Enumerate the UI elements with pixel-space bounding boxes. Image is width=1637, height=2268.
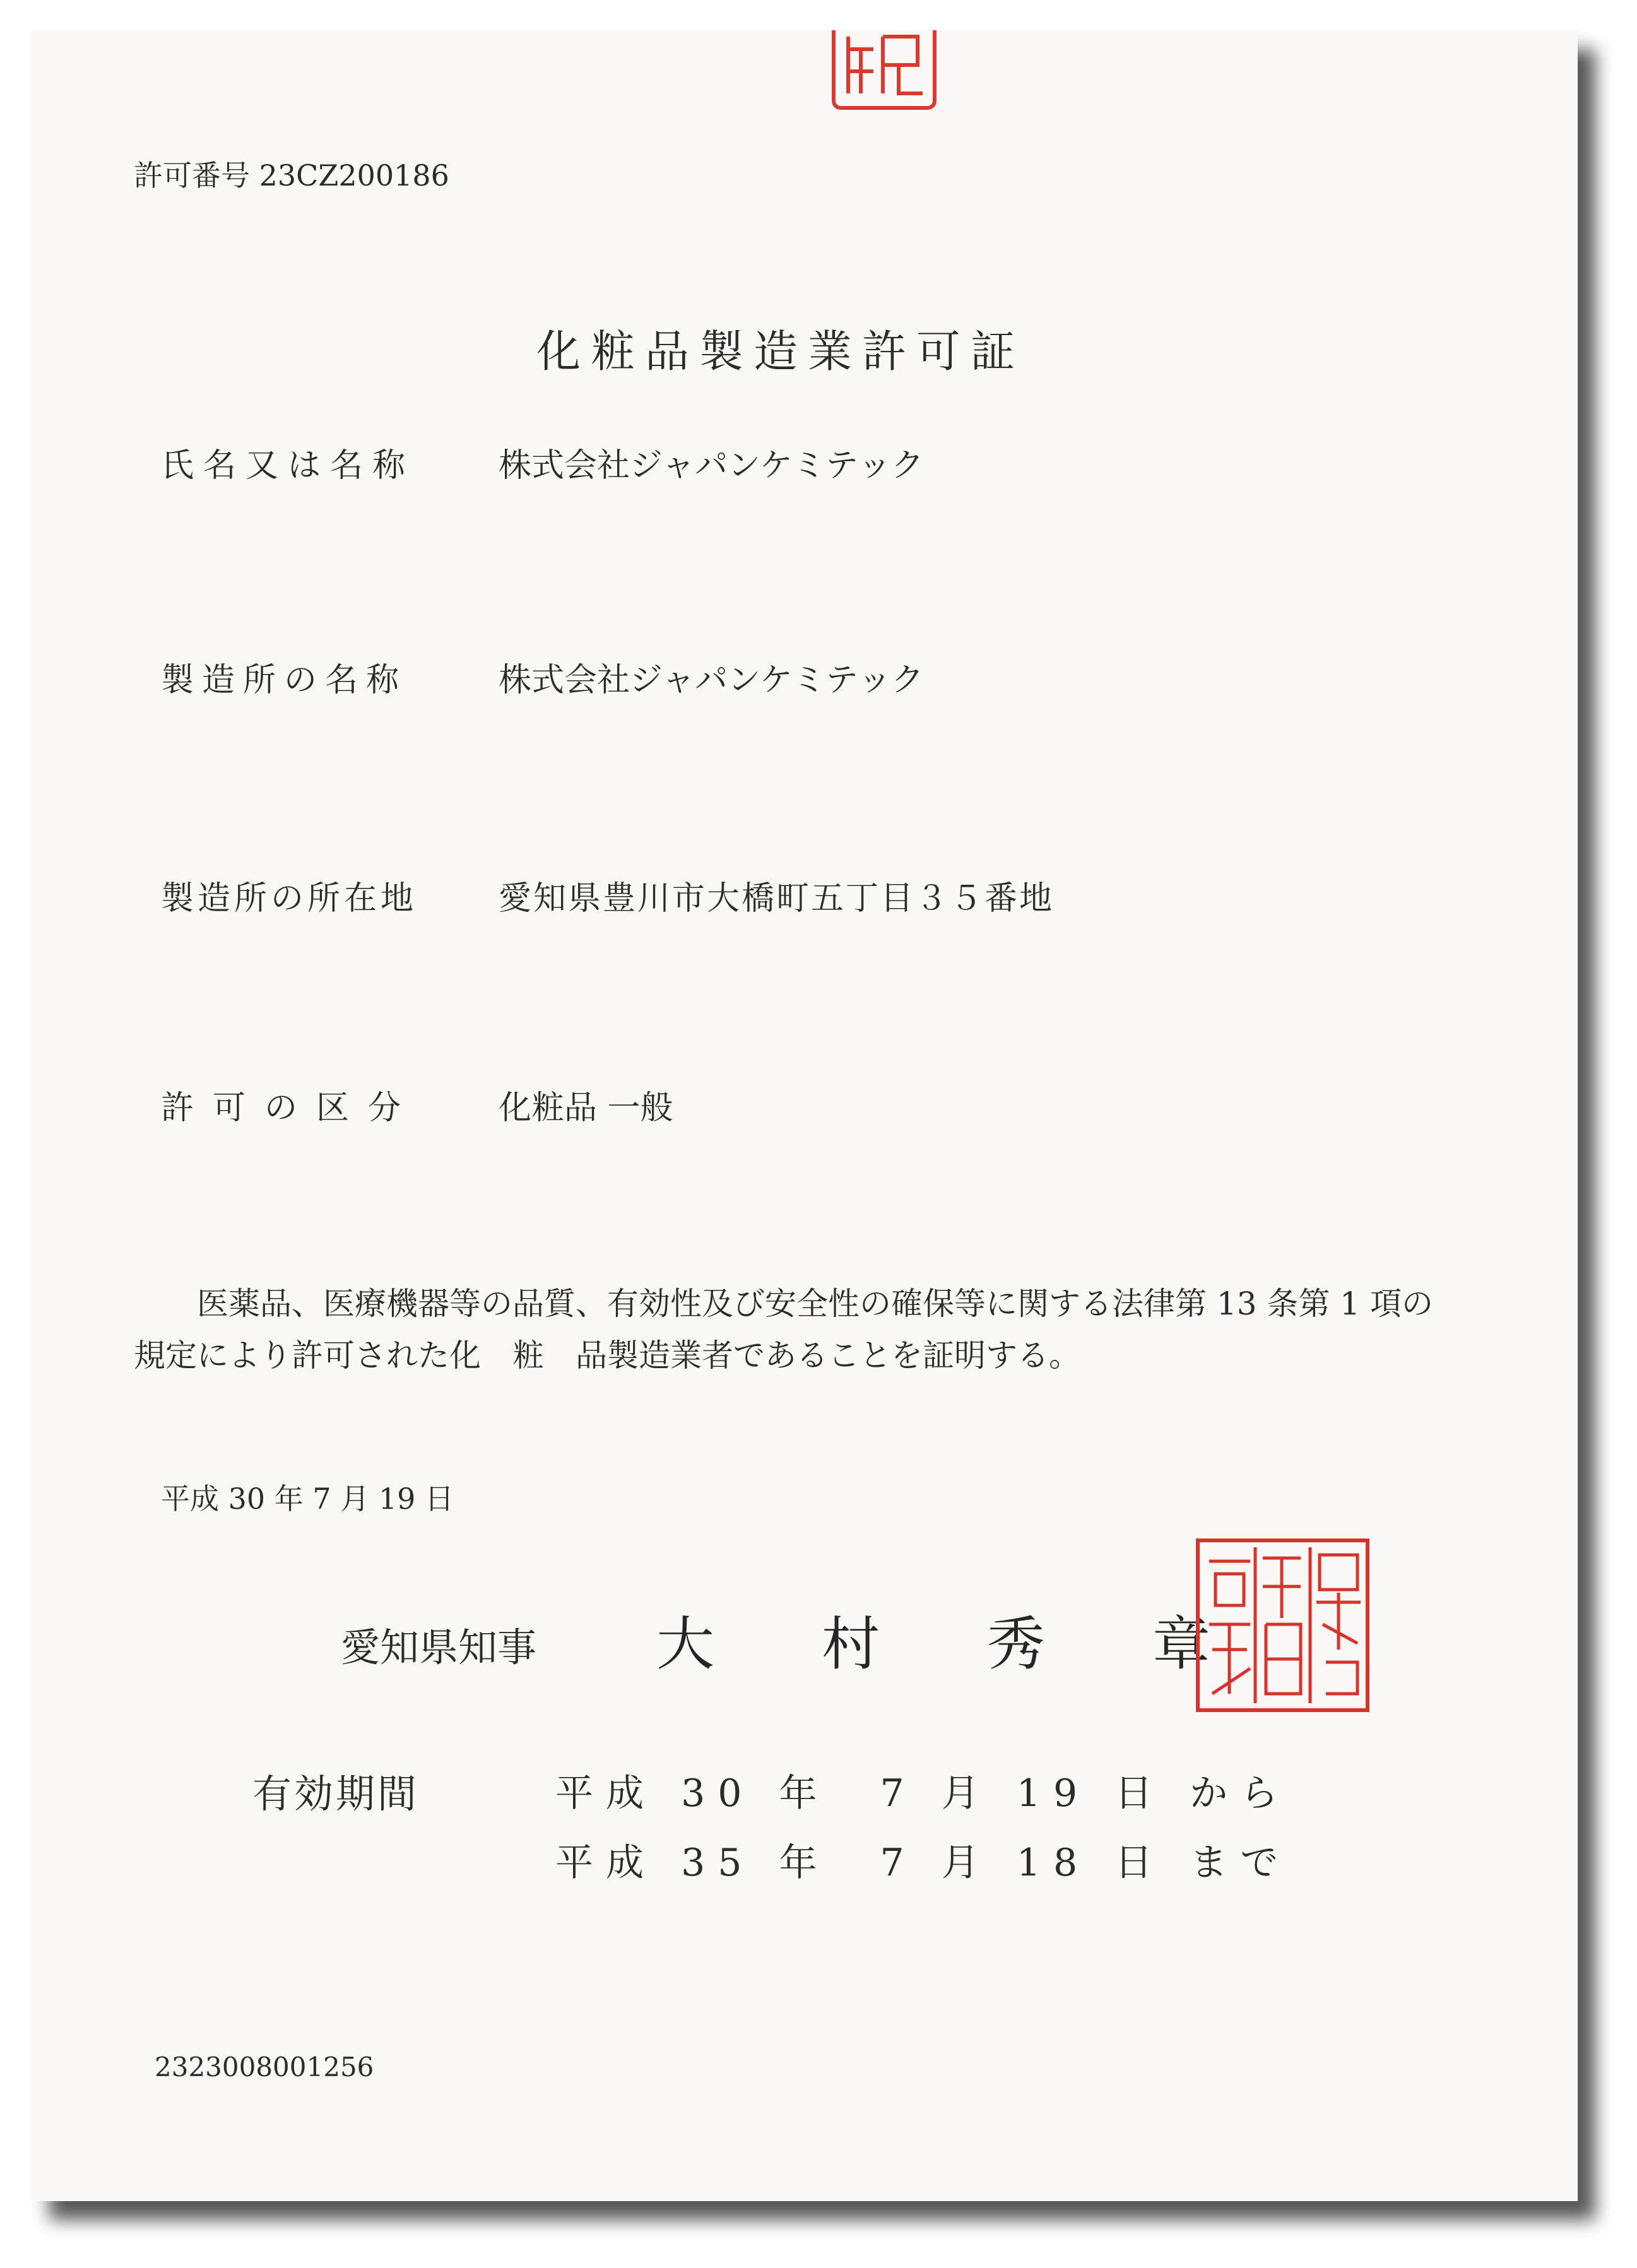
facility-address-label: 製造所の所在地 (161, 880, 418, 918)
signatory-name: 大村秀章 (656, 1610, 1318, 1678)
statement-line-2: 規定により許可された化 粧 品製造業者であることを証明する。 (134, 1337, 1080, 1374)
category-value: 化粧品 一般 (499, 1089, 673, 1127)
governor-seal-stamp (1196, 1539, 1369, 1712)
validity-label: 有効期間 (252, 1771, 420, 1817)
certificate-title: 化粧品製造業許可証 (536, 326, 1025, 377)
name-label: 氏名又は名称 (161, 447, 415, 485)
issue-date: 平成 30 年 7 月 19 日 (161, 1482, 454, 1516)
facility-address-value: 愛知県豊川市大橋町五丁目３５番地 (499, 880, 1055, 918)
certification-statement (134, 1278, 1491, 1381)
validity-to: 平成 35 年 7 月 18 日 まで (555, 1841, 1291, 1885)
name-value: 株式会社ジャパンケミテック (499, 447, 924, 485)
facility-name-value: 株式会社ジャパンケミテック (499, 661, 924, 699)
document-code: 2323008001256 (155, 2052, 374, 2082)
permit-number: 許可番号 23CZ200186 (134, 158, 449, 192)
statement-line-1: 医薬品、医療機器等の品質、有効性及び安全性の確保等に関する法律第 13 条第 1 項の (197, 1285, 1434, 1322)
validity-from: 平成 30 年 7 月 19 日 から (555, 1771, 1291, 1816)
category-label: 許可の区分 (161, 1089, 420, 1127)
signatory-title: 愛知県知事 (341, 1624, 537, 1670)
top-seal-stamp (832, 30, 937, 110)
facility-name-label: 製造所の名称 (161, 661, 408, 699)
